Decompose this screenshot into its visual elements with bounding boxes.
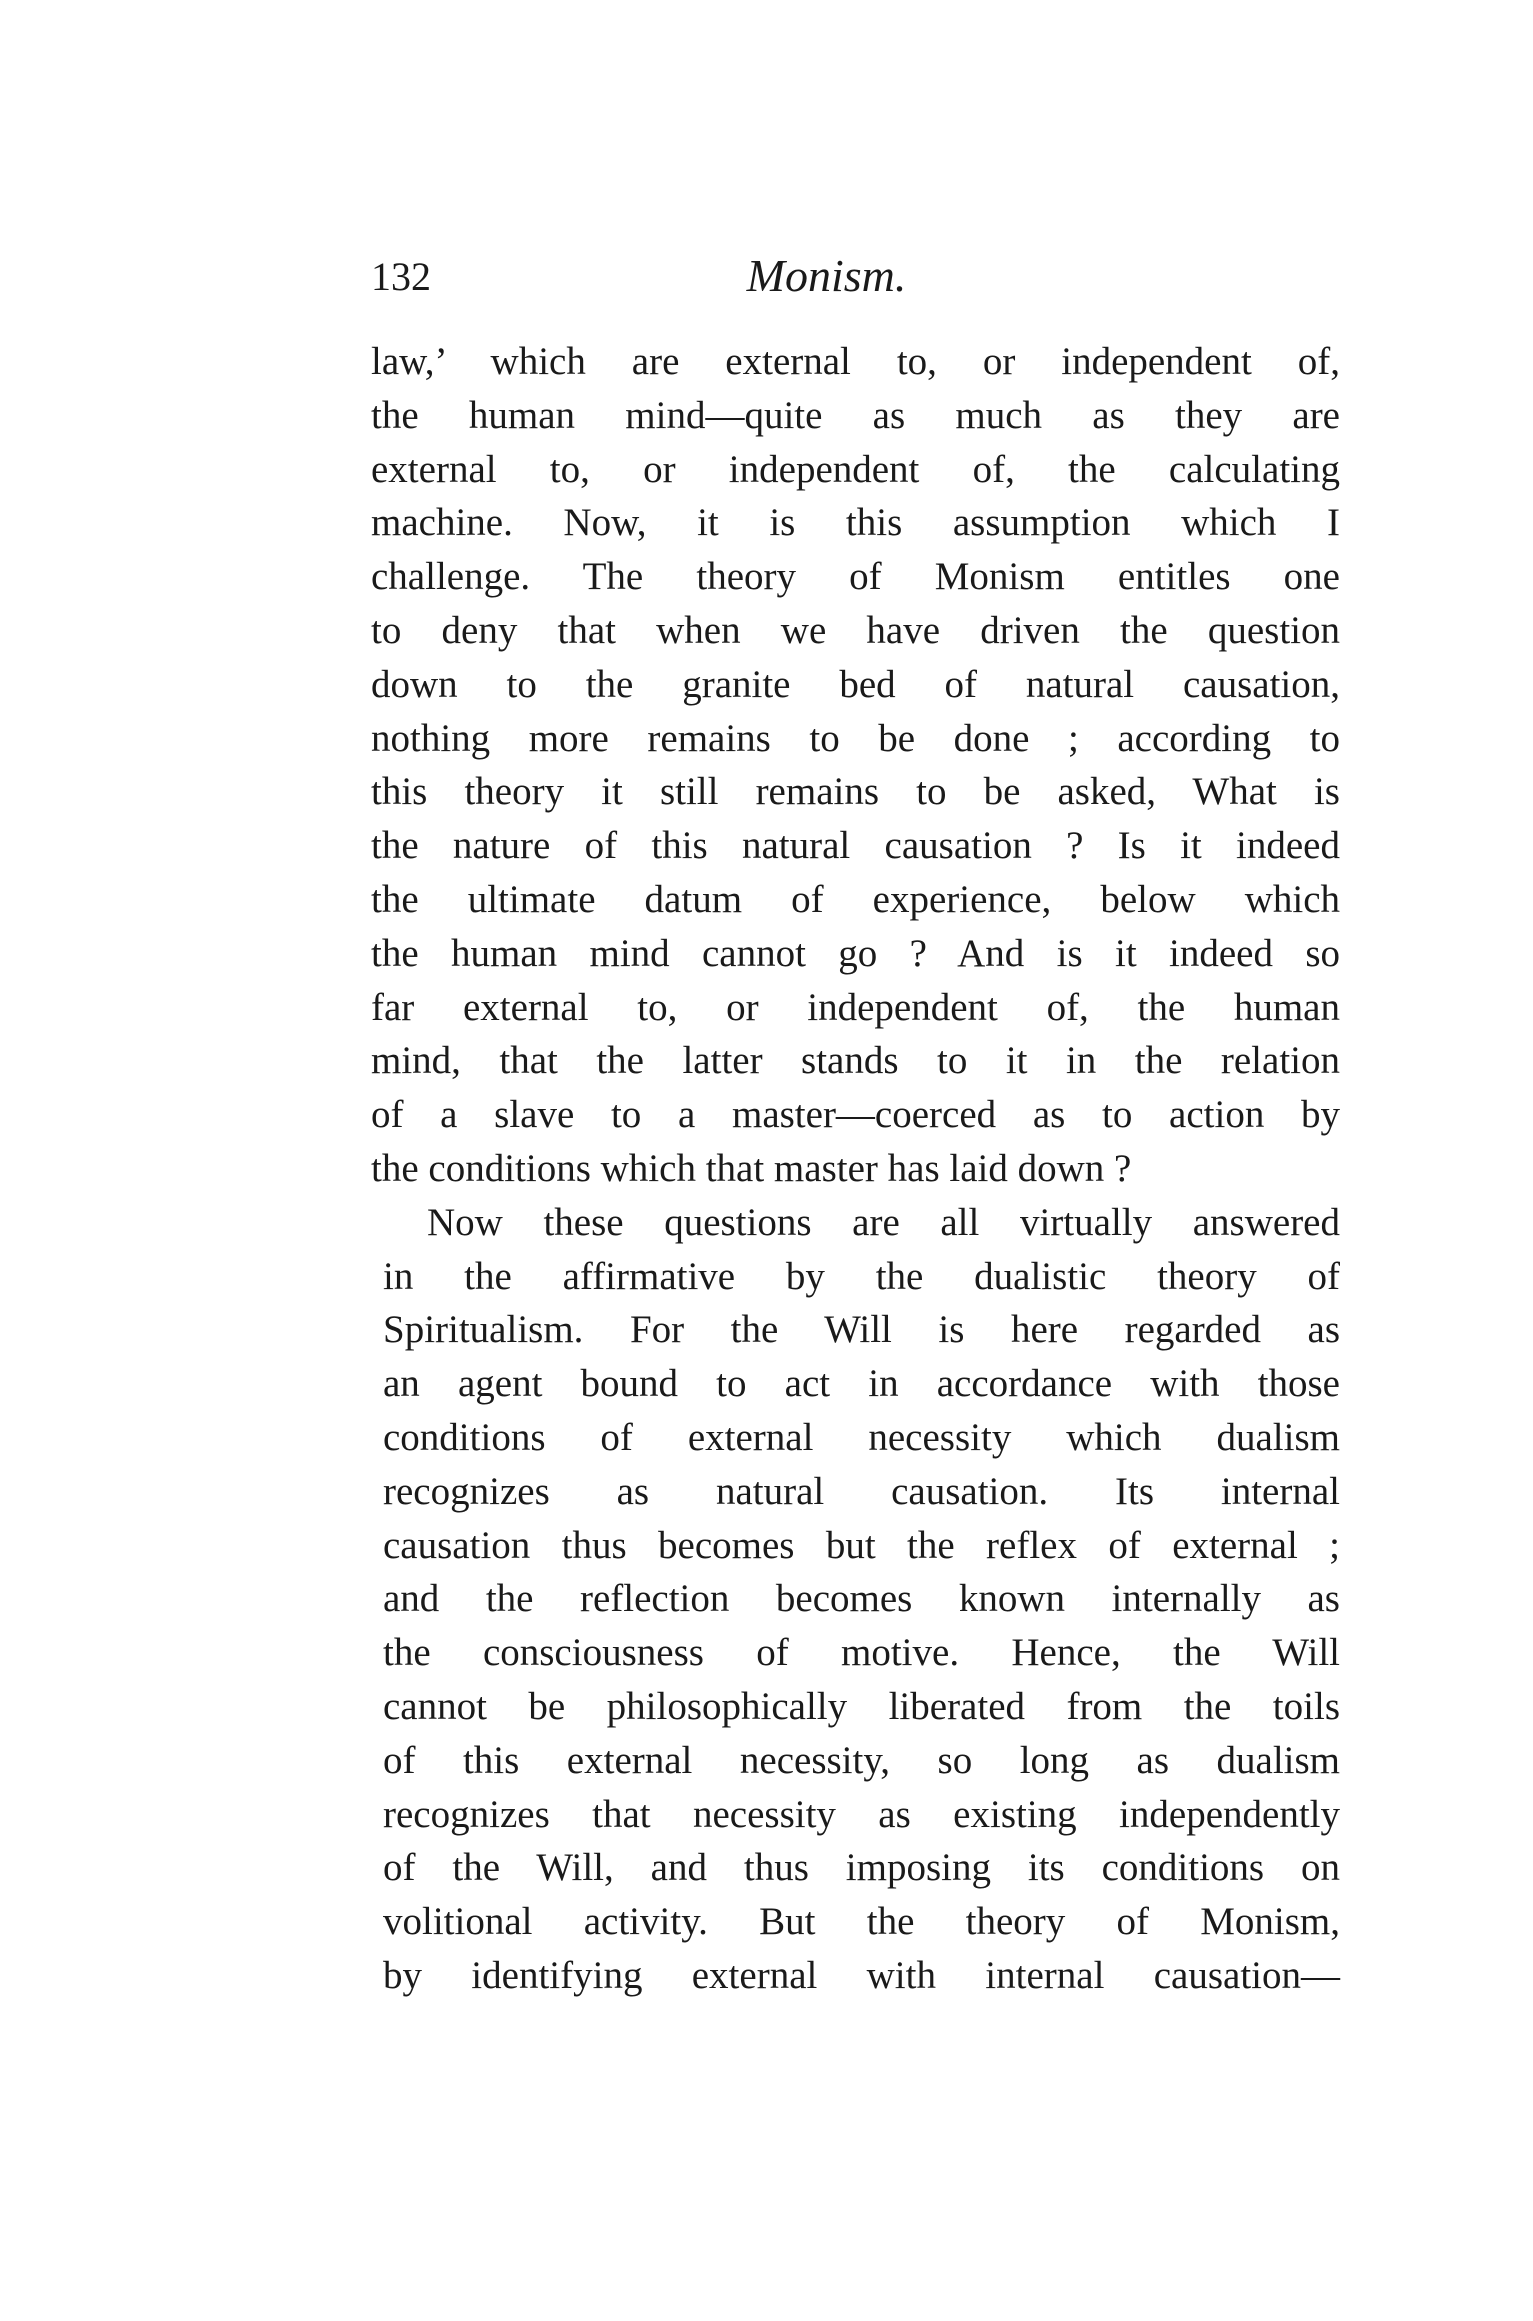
text-line: the human mind cannot go ? And is it indeed so	[371, 931, 1340, 975]
text-line: in the affirmative by the dualistic theory of	[383, 1254, 1340, 1298]
running-title: Monism.	[746, 250, 907, 301]
text-line: this theory it still remains to be asked, What is	[371, 770, 1340, 814]
text-line: by identifying external with internal causation—	[383, 1953, 1340, 1997]
paragraph	[371, 335, 1340, 1196]
text-line: volitional activity. But the theory of Monism,	[383, 1900, 1340, 1944]
text-line: recognizes as natural causation. Its internal	[383, 1469, 1340, 1513]
text-line: far external to, or independent of, the human	[371, 985, 1340, 1029]
text-line: Spiritualism. For the Will is here regarded as	[383, 1308, 1340, 1352]
text-line: nothing more remains to be done ; according to	[371, 716, 1340, 760]
text-line: down to the granite bed of natural causation,	[371, 662, 1340, 706]
text-line: and the reflection becomes known internally as	[383, 1577, 1340, 1621]
body-text	[371, 335, 1340, 2003]
text-line: causation thus becomes but the reflex of external ;	[383, 1523, 1340, 1567]
text-line: law,’ which are external to, or independent of,	[371, 340, 1340, 383]
text-line: the nature of this natural causation ? Is it indeed	[371, 824, 1340, 868]
text-line: cannot be philosophically liberated from the toils	[383, 1684, 1340, 1728]
text-line: conditions of external necessity which dualism	[383, 1415, 1340, 1459]
text-line: of the Will, and thus imposing its conditions on	[383, 1846, 1340, 1890]
text-line: the consciousness of motive. Hence, the Will	[383, 1631, 1340, 1675]
text-line: external to, or independent of, the calculating	[371, 447, 1340, 491]
text-line: recognizes that necessity as existing independently	[383, 1792, 1340, 1836]
text-line: the ultimate datum of experience, below which	[371, 877, 1340, 921]
text-line: machine. Now, it is this assumption which I	[371, 501, 1340, 545]
text-line: the human mind—quite as much as they are	[371, 393, 1340, 437]
text-line: mind, that the latter stands to it in the relation	[371, 1039, 1340, 1083]
paragraph	[371, 1196, 1340, 2003]
page-number: 132	[371, 254, 431, 299]
text-line: the conditions which that master has laid down ?	[371, 1146, 1132, 1190]
text-line: Now these questions are all virtually answered	[427, 1200, 1340, 1244]
text-line: of this external necessity, so long as dualism	[383, 1738, 1340, 1782]
text-line: to deny that when we have driven the question	[371, 608, 1340, 652]
text-line: challenge. The theory of Monism entitles one	[371, 555, 1340, 599]
text-line: of a slave to a master—coerced as to action by	[371, 1093, 1340, 1137]
text-line: an agent bound to act in accordance with those	[383, 1362, 1340, 1406]
